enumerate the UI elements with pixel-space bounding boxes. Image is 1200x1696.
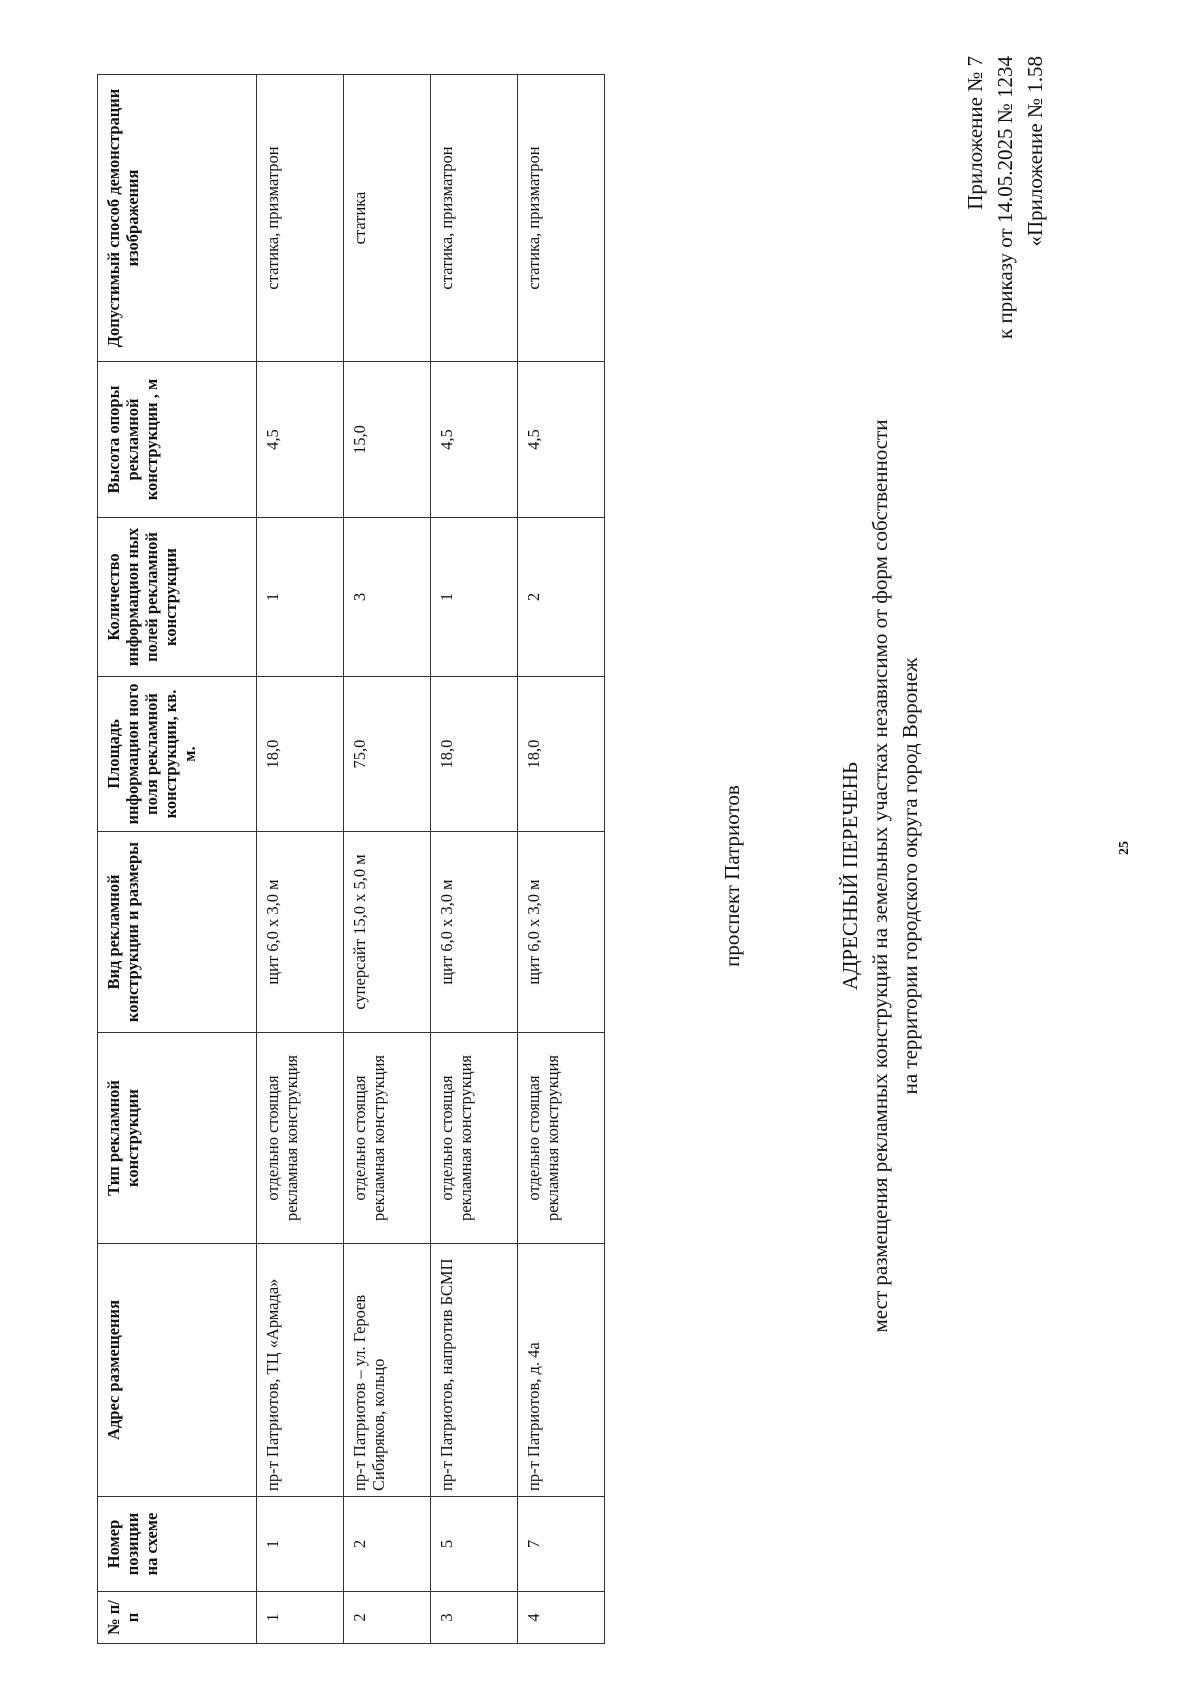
cell-fields-count: 1 [257, 518, 344, 677]
cell-type: отдельно стоящая рекламная конструкция [431, 1033, 518, 1244]
locations-table [97, 74, 605, 1644]
col-header-fields-count: Количество информацион ных полей рекламной конструкции [98, 518, 257, 677]
cell-display-method: статика, призматрон [518, 75, 605, 362]
cell-height: 4,5 [518, 362, 605, 518]
title-line-3: на территории городского округа город Воронеж [898, 657, 922, 1095]
appendix-line-2: к приказу от 14.05.2025 № 1234 [993, 56, 1017, 339]
cell-kind-size: щит 6,0 х 3,0 м [518, 832, 605, 1033]
cell-area: 18,0 [431, 677, 518, 832]
cell-index: 2 [344, 1592, 431, 1644]
cell-index: 3 [431, 1592, 518, 1644]
col-header-address: Адрес размещения [98, 1244, 257, 1497]
title-line-2: мест размещения рекламных конструкций на земельных участках независимо от форм собственности [868, 419, 892, 1333]
cell-area: 75,0 [344, 677, 431, 832]
cell-type: отдельно стоящая рекламная конструкция [518, 1033, 605, 1244]
cell-fields-count: 2 [518, 518, 605, 677]
table-row [518, 75, 605, 1644]
cell-display-method: статика, призматрон [431, 75, 518, 362]
table-row [344, 75, 431, 1644]
cell-height: 15,0 [344, 362, 431, 518]
cell-position: 2 [344, 1497, 431, 1592]
page-number: 25 [1117, 841, 1132, 855]
cell-display-method: статика, призматрон [257, 75, 344, 362]
cell-display-method: статика [344, 75, 431, 362]
cell-fields-count: 3 [344, 518, 431, 677]
appendix-line-3: «Приложение № 1.58 [1023, 56, 1047, 247]
cell-position: 1 [257, 1497, 344, 1592]
cell-height: 4,5 [257, 362, 344, 518]
table-header-row [98, 75, 257, 1644]
cell-address: пр-т Патриотов, ТЦ «Армада» [257, 1244, 344, 1497]
cell-type: отдельно стоящая рекламная конструкция [257, 1033, 344, 1244]
cell-type: отдельно стоящая рекламная конструкция [344, 1033, 431, 1244]
cell-kind-size: суперсайт 15,0 х 5,0 м [344, 832, 431, 1033]
cell-index: 4 [518, 1592, 605, 1644]
col-header-position: Номер позиции на схеме [98, 1497, 257, 1592]
table-row [431, 75, 518, 1644]
col-header-display-method: Допустимый способ демонстрации изображения [98, 75, 257, 362]
cell-position: 7 [518, 1497, 605, 1592]
cell-position: 5 [431, 1497, 518, 1592]
cell-fields-count: 1 [431, 518, 518, 677]
cell-address: пр-т Патриотов, д. 4а [518, 1244, 605, 1497]
col-header-index: № п/п [98, 1592, 257, 1644]
cell-index: 1 [257, 1592, 344, 1644]
cell-kind-size: щит 6,0 х 3,0 м [257, 832, 344, 1033]
col-header-height: Высота опоры рекламной конструкции , м [98, 362, 257, 518]
document-title [835, 276, 925, 1476]
title-line-1: АДРЕСНЫЙ ПЕРЕЧЕНЬ [838, 761, 862, 991]
cell-area: 18,0 [518, 677, 605, 832]
cell-area: 18,0 [257, 677, 344, 832]
cell-kind-size: щит 6,0 х 3,0 м [431, 832, 518, 1033]
col-header-area: Площадь информацион ного поля рекламной конструкции, кв. м. [98, 677, 257, 832]
cell-address: пр-т Патриотов, напротив БСМП [431, 1244, 518, 1497]
cell-address: пр-т Патриотов – ул. Героев Сибиряков, кольцо [344, 1244, 431, 1497]
table-row [257, 75, 344, 1644]
col-header-kind-size: Вид рекламной конструкции и размеры [98, 832, 257, 1033]
street-heading: проспект Патриотов [720, 785, 744, 967]
cell-height: 4,5 [431, 362, 518, 518]
col-header-type: Тип рекламной конструкции [98, 1033, 257, 1244]
appendix-line-1: Приложение № 7 [963, 56, 987, 210]
appendix-block [960, 56, 1050, 396]
